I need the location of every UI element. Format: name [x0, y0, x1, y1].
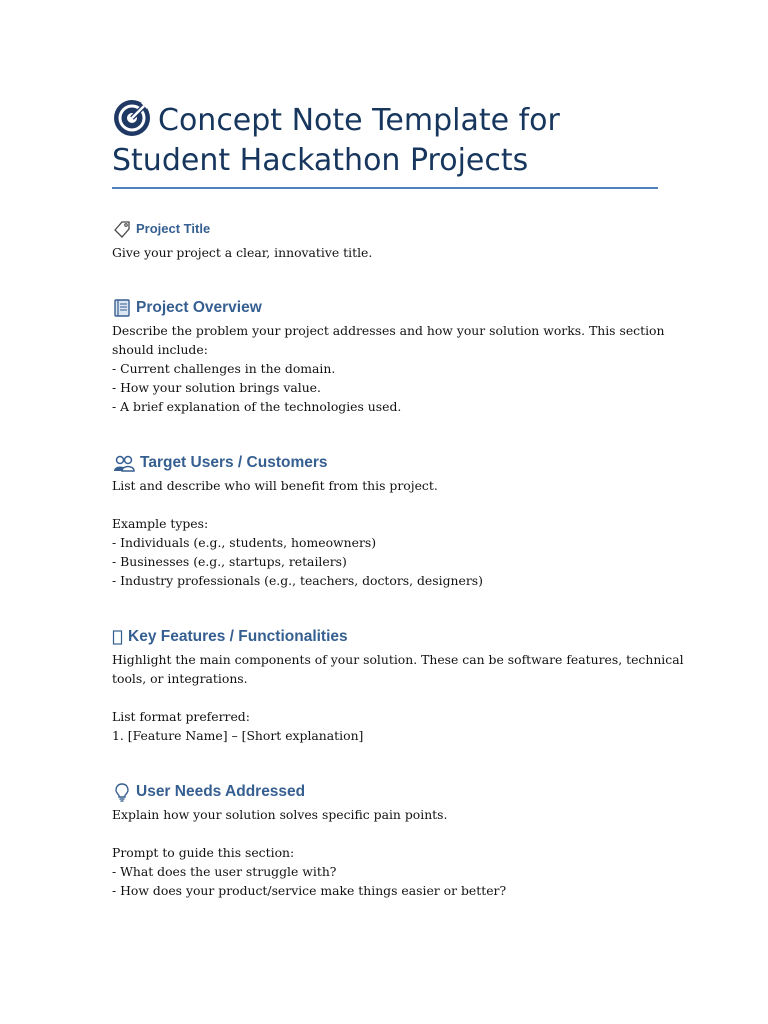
users-icon: [112, 453, 136, 473]
section-project-title: [112, 218, 672, 262]
body-line: [112, 495, 672, 514]
section-heading-text: Project Overview: [136, 299, 262, 316]
tag-icon: [112, 219, 132, 239]
section-key-features: [112, 626, 684, 745]
body-line: Prompt to guide this section:: [112, 845, 295, 860]
document-title-text: Concept Note Template for Student Hackathon Projects: [112, 103, 560, 178]
lightbulb-icon: [112, 782, 132, 802]
section-target-users: [112, 452, 672, 590]
section-body: [112, 805, 672, 900]
body-line: - What does the user struggle with?: [112, 864, 337, 879]
title-block: [112, 98, 658, 189]
section-user-needs: [112, 781, 672, 900]
body-line: Describe the problem your project addresses and how your solution works. This section: [112, 323, 665, 338]
section-heading-text: Key Features / Functionalities: [128, 628, 348, 645]
body-line: 1. [Feature Name] – [Short explanation]: [112, 728, 364, 743]
body-line: - Individuals (e.g., students, homeowners): [112, 535, 377, 550]
section-body: [112, 650, 684, 745]
body-line: - Businesses (e.g., startups, retailers): [112, 554, 347, 569]
body-line: List and describe who will benefit from this project.: [112, 478, 438, 493]
section-project-overview: [112, 297, 672, 416]
section-heading: [112, 297, 672, 319]
section-body: [112, 243, 672, 262]
section-heading: [112, 218, 672, 240]
body-line: Give your project a clear, innovative title.: [112, 245, 373, 260]
body-line: - Industry professionals (e.g., teachers, doctors, designers): [112, 573, 483, 588]
body-line: - How does your product/service make things easier or better?: [112, 883, 507, 898]
body-line: Explain how your solution solves specific pain points.: [112, 807, 448, 822]
body-line: should include:: [112, 342, 208, 357]
body-line: Example types:: [112, 516, 209, 531]
section-heading-text: User Needs Addressed: [136, 783, 306, 800]
target-icon: [112, 98, 152, 138]
section-body: [112, 476, 672, 590]
body-line: tools, or integrations.: [112, 671, 248, 686]
document-title: [112, 98, 658, 181]
section-heading: [112, 626, 672, 648]
section-heading: [112, 781, 672, 803]
title-rule: [112, 187, 658, 189]
body-line: [112, 824, 672, 843]
body-line: - A brief explanation of the technologies used.: [112, 399, 402, 414]
body-line: [112, 688, 672, 707]
section-heading: [112, 452, 672, 474]
book-icon: [112, 298, 132, 318]
missing-glyph-icon: [112, 627, 124, 647]
body-line: - How your solution brings value.: [112, 380, 321, 395]
section-heading-text: Target Users / Customers: [140, 454, 328, 471]
body-line: - Current challenges in the domain.: [112, 361, 336, 376]
section-heading-text: Project Title: [136, 221, 211, 236]
body-line: Highlight the main components of your solution. These can be software features, technical: [112, 652, 684, 667]
body-line: List format preferred:: [112, 709, 250, 724]
section-body: [112, 321, 672, 416]
